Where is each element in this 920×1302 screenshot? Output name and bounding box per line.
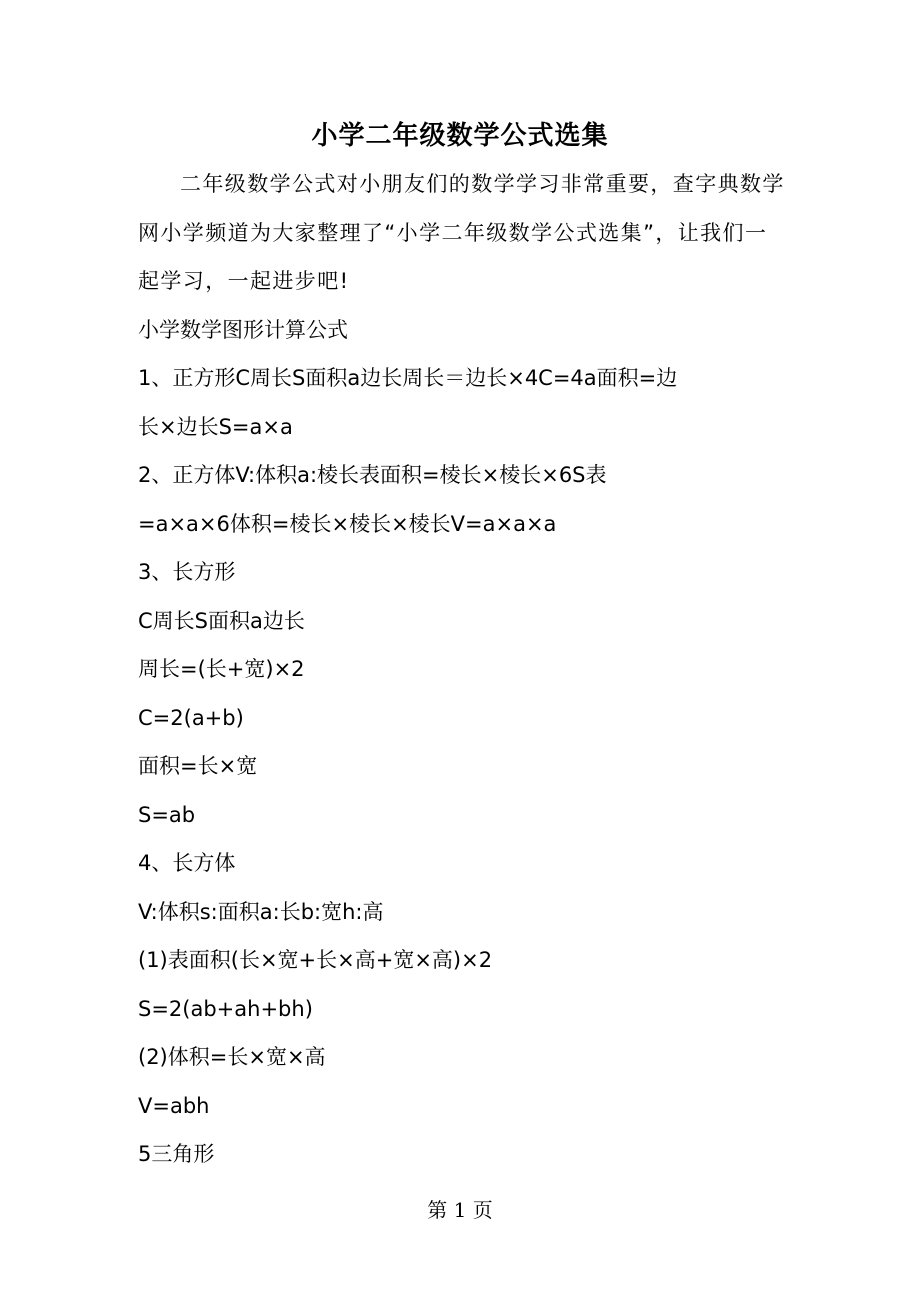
document-body: [138, 160, 788, 1179]
formula-line: 面积=长×宽: [138, 754, 258, 778]
formula-line: C周长S面积a边长: [138, 608, 305, 633]
formula-line: (2)体积=长×宽×高: [138, 1045, 326, 1069]
formula-line: 长×边长S=a×a: [138, 414, 293, 439]
formula-line: S=ab: [138, 802, 196, 827]
formula-line: 2、正方体V:体积a:棱长表面积=棱长×棱长×6S表: [138, 463, 607, 487]
formula-line: C=2(a+b): [138, 705, 244, 730]
formula-line: 5三角形: [138, 1142, 215, 1166]
formula-line: V=abh: [138, 1093, 210, 1118]
formula-line: (1)表面积(长×宽+长×高+宽×高)×2: [138, 948, 493, 972]
formula-line: 4、长方体: [138, 851, 236, 875]
section-heading-shape-formulas: 小学数学图形计算公式: [138, 317, 348, 342]
intro-paragraph: 二年级数学公式对小朋友们的数学学习非常重要，查字典数学网小学频道为大家整理了“小学二年级数学公式选集”，让我们一起学习，一起进步吧!: [138, 172, 785, 293]
document-title: 小学二年级数学公式选集: [311, 121, 609, 151]
page-number: 第 1 页: [427, 1198, 493, 1222]
formula-line: 1、正方形C周长S面积a边长周长＝边长×4C=4a面积=边: [138, 366, 678, 390]
formula-line: 周长=(长+宽)×2: [138, 657, 305, 681]
formula-line: S=2(ab+ah+bh): [138, 996, 313, 1021]
formula-line: =a×a×6体积=棱长×棱长×棱长V=a×a×a: [138, 511, 557, 536]
formula-line: V:体积s:面积a:长b:宽h:高: [138, 899, 384, 924]
formula-line: 3、长方形: [138, 560, 236, 584]
